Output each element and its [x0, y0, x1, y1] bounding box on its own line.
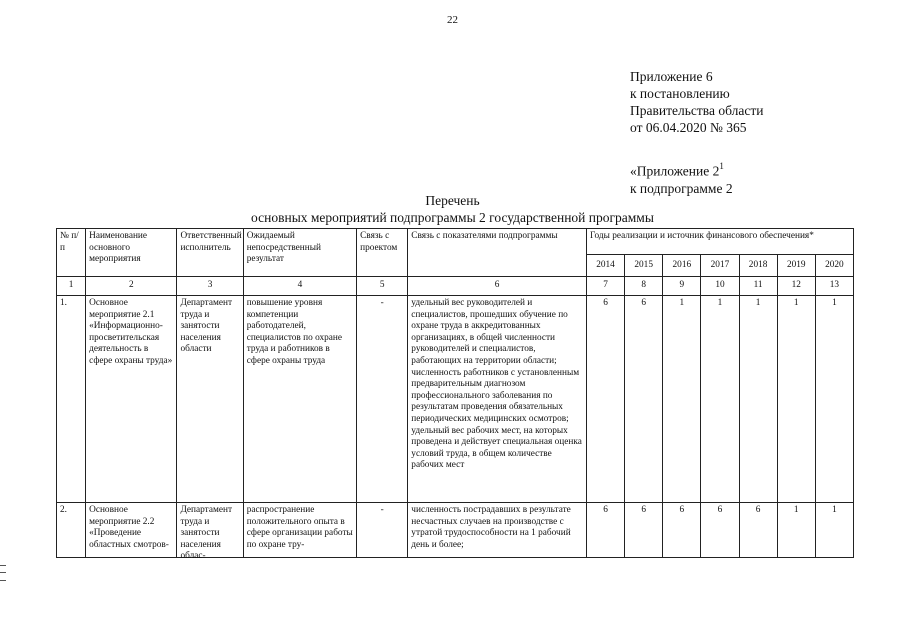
header-responsible: Ответственный исполнитель	[177, 229, 243, 277]
header-project-link: Связь с проектом	[357, 229, 408, 277]
row-value: 6	[625, 296, 663, 503]
row-name: Основное мероприятие 2.1 «Информационно-просветительская деятельность в сфере охраны труда»	[86, 296, 177, 503]
row-responsible-cell	[177, 503, 243, 562]
appendix2-superscript: 1	[719, 161, 724, 171]
row-project-link: -	[357, 296, 408, 503]
header-year: 2019	[777, 255, 815, 277]
column-number: 6	[408, 277, 587, 296]
page-number: 22	[447, 14, 458, 26]
column-number: 3	[177, 277, 243, 296]
column-number: 7	[586, 277, 624, 296]
table-row	[57, 503, 854, 558]
row-value: 1	[777, 503, 815, 558]
column-number: 11	[739, 277, 777, 296]
column-number: 5	[357, 277, 408, 296]
column-number: 13	[815, 277, 853, 296]
header-name: Наименование основного мероприятия	[86, 229, 177, 277]
document-title: Перечень	[425, 193, 480, 208]
document-subtitle: основных мероприятий подпрограммы 2 государственной программы	[251, 210, 654, 225]
header-years-group: Годы реализации и источник финансового обеспечения*	[586, 229, 853, 255]
row-value: 1	[815, 503, 853, 558]
row-expected-cell	[243, 503, 356, 558]
column-number: 8	[625, 277, 663, 296]
header-year: 2014	[586, 255, 624, 277]
column-number: 2	[86, 277, 177, 296]
margin-mark	[0, 565, 6, 581]
row-value: 6	[739, 503, 777, 558]
row-value: 6	[625, 503, 663, 558]
row-value: 6	[586, 503, 624, 558]
appendix-line: к постановлению	[630, 86, 730, 101]
row-expected-result: повышение уровня компетенции работодателей, специалистов по охране труда и работников в сфере охраны труда	[243, 296, 356, 503]
row-value: 1	[663, 296, 701, 503]
subprogram-appendix-line: к подпрограмме 2	[630, 180, 733, 196]
row-value: 1	[701, 296, 739, 503]
header-year: 2015	[625, 255, 663, 277]
row-responsible: Департамент труда и занятости населения области	[177, 296, 243, 503]
row-value: 6	[586, 296, 624, 503]
row-value: 6	[663, 503, 701, 558]
header-year: 2017	[701, 255, 739, 277]
appendix-line: Приложение 6	[630, 69, 713, 84]
row-value: 1	[815, 296, 853, 503]
column-number: 4	[243, 277, 356, 296]
row-project-link: -	[357, 503, 408, 558]
row-value: 6	[701, 503, 739, 558]
appendix-line: Правительства области	[630, 103, 764, 118]
header-indicators-link: Связь с показателями подпрограммы	[408, 229, 587, 277]
row-name: Основное мероприятие 2.2 «Проведение областных смотров-	[89, 505, 169, 550]
row-responsible: Департамент труда и занятости населения облас-	[180, 505, 233, 562]
header-year: 2018	[739, 255, 777, 277]
row-indicators-cell	[408, 503, 587, 558]
column-number: 10	[701, 277, 739, 296]
header-num: № п/п	[57, 229, 86, 277]
row-indicators: численность пострадавших в результате несчастных случаев на производстве с утратой трудоспособности на 1 рабочий день и более;	[411, 505, 571, 550]
column-number-row	[57, 277, 854, 296]
header-year: 2016	[663, 255, 701, 277]
header-expected-result: Ожидаемый непосредственный результат	[243, 229, 356, 277]
subprogram-appendix	[630, 159, 733, 197]
row-expected-result: распространение положительного опыта в сфере организации работы по охране тру-	[246, 505, 353, 550]
subprogram-appendix-line	[630, 159, 733, 180]
column-number: 12	[777, 277, 815, 296]
appendix-header	[630, 68, 763, 136]
appendix-line: от 06.04.2020 № 365	[630, 120, 747, 135]
measures-table	[56, 228, 854, 562]
row-num: 2.	[57, 503, 86, 558]
header-year: 2020	[815, 255, 853, 277]
table-row	[57, 296, 854, 503]
row-name-cell	[86, 503, 177, 558]
row-value: 1	[777, 296, 815, 503]
column-number: 1	[57, 277, 86, 296]
row-value: 1	[739, 296, 777, 503]
appendix2-text: «Приложение 2	[630, 163, 720, 179]
column-number: 9	[663, 277, 701, 296]
row-indicators: удельный вес руководителей и специалистов, прошедших обучение по охране труда в аккредитованных организациях, в общей численности руководителей и специалистов, работающих на территории области; численность работников с установленным предварительным диагнозом профессионального заболевания по результатам проведения обязательных периодических медицинских осмотров; удельный вес рабочих мест, на которых проведена и действует специальная оценка условий труда, в общем количестве рабочих мест	[408, 296, 587, 503]
row-num: 1.	[57, 296, 86, 503]
